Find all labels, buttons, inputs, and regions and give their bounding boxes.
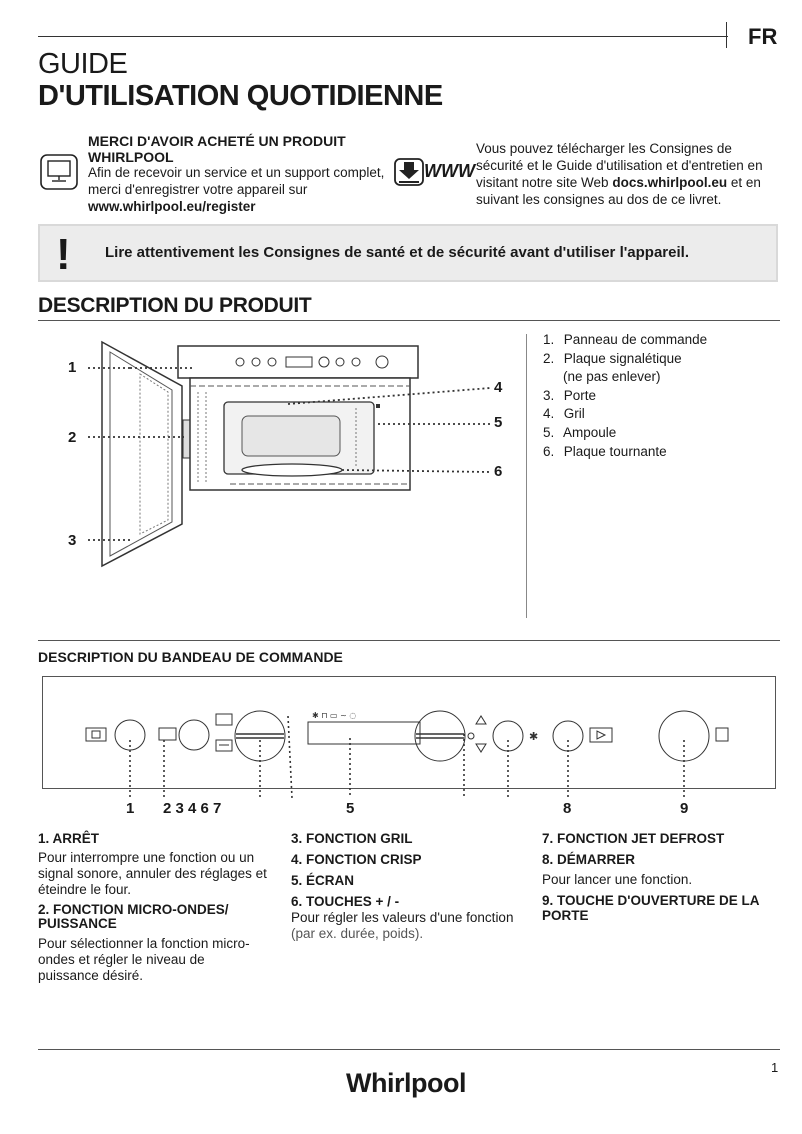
panel-label-5: 5	[346, 800, 355, 817]
monitor-icon	[40, 154, 78, 195]
svg-text:✱ ⊓ ▭ ~ ◌: ✱ ⊓ ▭ ~ ◌	[312, 711, 357, 720]
control-section-heading: DESCRIPTION DU BANDEAU DE COMMANDE	[38, 649, 343, 665]
stop-icon	[86, 728, 106, 741]
language-code: FR	[748, 24, 778, 49]
thanks-heading: MERCI D'AVOIR ACHETÉ UN PRODUIT WHIRLPOOL	[88, 133, 346, 165]
heading-jet-defrost: 7. FONCTION JET DEFROST	[542, 831, 725, 846]
list-item: 6. Plaque tournante	[543, 443, 667, 459]
diagram-label-4: 4	[494, 379, 503, 396]
panel-label-1: 1	[126, 800, 135, 817]
adjust-knob	[415, 711, 465, 761]
control-panel-outline	[178, 346, 418, 378]
section-rule	[38, 320, 780, 321]
title-line-2: D'UTILISATION QUOTIDIENNE	[38, 80, 443, 112]
thanks-text: Afin de recevoir un service et un support complet, merci d'enregistrer votre appareil sur	[88, 165, 385, 197]
list-item: 2. Plaque signalétique	[543, 350, 682, 366]
diagram-label-2: 2	[68, 429, 77, 446]
display-screen	[308, 722, 420, 744]
section-rule	[38, 640, 780, 641]
diagram-label-1: 1	[68, 359, 77, 376]
text-microwave: Pour sélectionner la fonction micro-ondes et régler le niveau de puissance désiré.	[38, 936, 250, 983]
title-line-1: GUIDE	[38, 48, 128, 80]
heading-microwave: 2. FONCTION MICRO-ONDES/ PUISSANCE	[38, 902, 229, 931]
start-icon	[590, 728, 612, 742]
thanks-body	[88, 164, 393, 215]
list-item: 1. Panneau de commande	[543, 332, 708, 347]
text-start: Pour lancer une fonction.	[542, 872, 693, 887]
page-number: 1	[771, 1060, 779, 1075]
lamp	[376, 404, 380, 408]
heading-start: 8. DÉMARRER	[542, 852, 636, 867]
heading-stop: 1. ARRÊT	[38, 831, 100, 846]
diagram-label-3: 3	[68, 532, 77, 549]
microwave-diagram	[60, 334, 520, 579]
heading-crisp: 4. FONCTION CRISP	[291, 852, 422, 867]
column-3	[542, 830, 782, 923]
download-text: Vous pouvez télécharger les Consignes de sécurité et le Guide d'utilisation et d'entretien en visitant notre site Web docs.whirlpool.eu et en suivant les consignes au dos de ce livret.	[476, 141, 763, 207]
svg-text:✱: ✱	[529, 730, 539, 743]
grill-icon	[216, 714, 232, 725]
register-link[interactable]: www.whirlpool.eu/register	[88, 199, 256, 214]
column-1	[38, 830, 268, 984]
brand-logo: Whirlpool	[346, 1068, 466, 1098]
panel-label-2-7: 2 3 4 6 7	[163, 800, 222, 817]
microwave-icon	[159, 728, 176, 740]
diagram-label-6: 6	[494, 463, 503, 480]
door-open-button	[659, 711, 709, 761]
heading-plus-minus: 6. TOUCHES + / -	[291, 894, 400, 909]
docs-link[interactable]: docs.whirlpool.eu	[612, 175, 728, 190]
top-rule	[38, 36, 728, 37]
product-section-heading: DESCRIPTION DU PRODUIT	[38, 294, 312, 317]
top-rule-tick	[726, 22, 727, 48]
door-outline	[102, 342, 182, 566]
text-stop: Pour interrompre une fonction ou un signal sonore, annuler des réglages et éteindre le four.	[38, 850, 267, 897]
parts-list	[543, 331, 707, 461]
column-2	[291, 830, 521, 942]
heading-door-open: 9. TOUCHE D'OUVERTURE DE LA PORTE	[542, 893, 759, 923]
www-label: WWW	[424, 161, 475, 181]
heading-display: 5. ÉCRAN	[291, 873, 355, 888]
list-item: 4. Gril	[543, 406, 585, 422]
panel-label-9: 9	[680, 800, 689, 817]
plus-icon	[476, 716, 486, 724]
panel-label-8: 8	[563, 800, 572, 817]
control-panel-diagram	[42, 676, 776, 811]
warning-text: Lire attentivement les Consignes de santé et de sécurité avant d'utiliser l'appareil.	[105, 244, 689, 261]
list-item: 5. Ampoule	[543, 424, 617, 440]
text-plus-minus: Pour régler les valeurs d'une fonction (par ex. durée, poids).	[291, 910, 514, 941]
column-divider	[526, 334, 527, 618]
door-open-icon	[716, 728, 728, 741]
turntable	[242, 464, 342, 476]
rating-plate	[183, 420, 190, 458]
microwave-button	[179, 720, 209, 750]
footer-rule	[38, 1049, 780, 1050]
heading-grill: 3. FONCTION GRIL	[291, 831, 413, 846]
minus-icon	[476, 744, 486, 752]
function-knob	[235, 711, 285, 761]
list-item: 3. Porte	[543, 387, 597, 403]
list-item-note: (ne pas enlever)	[563, 369, 661, 385]
download-icon	[394, 158, 475, 193]
diagram-label-5: 5	[494, 414, 503, 431]
exclamation-icon: !	[56, 230, 71, 279]
